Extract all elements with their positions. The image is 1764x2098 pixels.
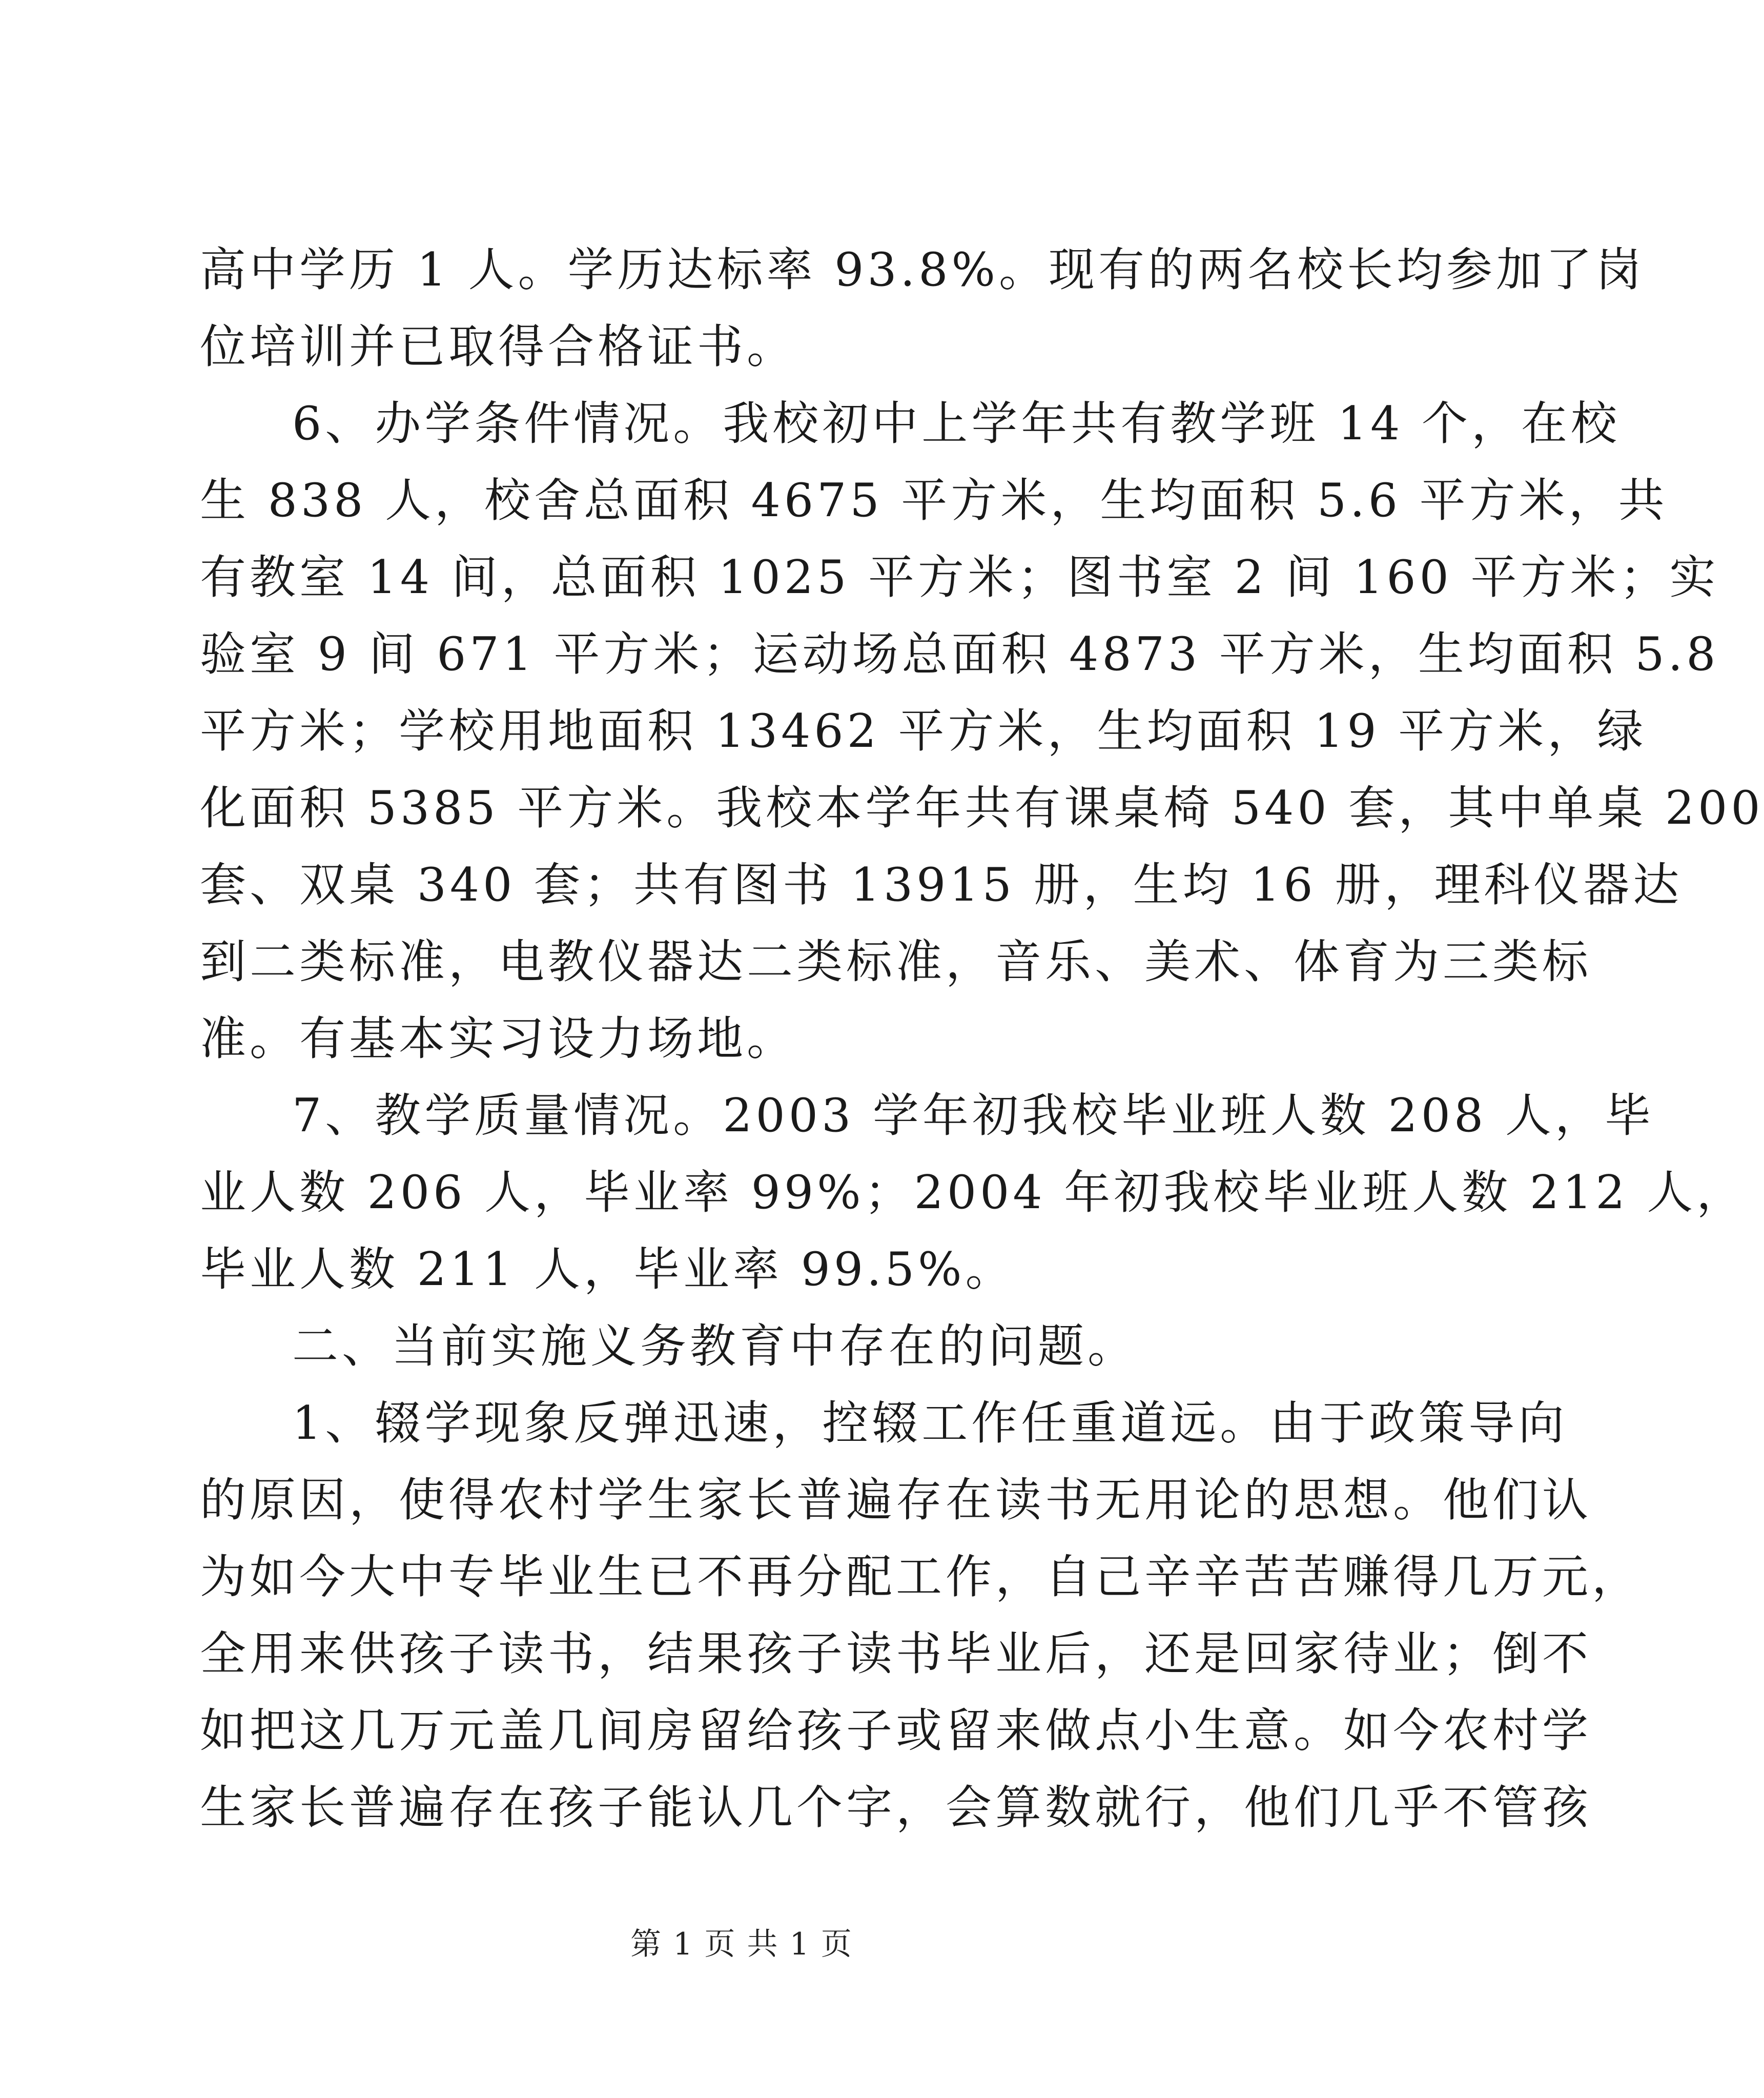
text-line-19: 全用来供孩子读书，结果孩子读书毕业后，还是回家待业；倒不 [200, 1627, 1592, 1681]
text-line-9: 套、双桌 340 套；共有图书 13915 册，生均 16 册，理科仪器达 [200, 858, 1683, 912]
text-line-1: 高中学历 1 人。学历达标率 93.8%。现有的两名校长均参加了岗 [200, 243, 1645, 297]
text-line-7: 平方米；学校用地面积 13462 平方米，生均面积 19 平方米，绿 [200, 704, 1647, 758]
text-line-12: 7、教学质量情况。2003 学年初我校毕业班人数 208 人，毕 [292, 1089, 1654, 1143]
text-line-3: 6、办学条件情况。我校初中上学年共有教学班 14 个，在校 [292, 397, 1621, 451]
text-line-10: 到二类标准，电教仪器达二类标准，音乐、美术、体育为三类标 [200, 935, 1592, 989]
text-line-21: 生家长普遍存在孩子能认几个字，会算数就行，他们几乎不管孩 [200, 1781, 1592, 1835]
text-line-4: 生 838 人，校舍总面积 4675 平方米，生均面积 5.6 平方米，共 [200, 474, 1668, 527]
text-line-14: 毕业人数 211 人，毕业率 99.5%。 [200, 1242, 1015, 1296]
text-line-13: 业人数 206 人，毕业率 99%；2004 年初我校毕业班人数 212 人， [200, 1166, 1747, 1219]
text-line-16: 1、辍学现象反弹迅速，控辍工作任重道远。由于政策导向 [292, 1396, 1568, 1450]
text-line-17: 的原因，使得农村学生家长普遍存在读书无用论的思想。他们认 [200, 1473, 1592, 1527]
text-line-2: 位培训并已取得合格证书。 [200, 320, 796, 374]
section-heading: 二、当前实施义务教育中存在的问题。 [292, 1319, 1137, 1373]
text-line-8: 化面积 5385 平方米。我校本学年共有课桌椅 540 套，其中单桌 200 [200, 781, 1764, 835]
text-line-20: 如把这几万元盖几间房留给孩子或留来做点小生意。如今农村学 [200, 1704, 1592, 1758]
text-line-6: 验室 9 间 671 平方米；运动场总面积 4873 平方米，生均面积 5.8 [200, 627, 1719, 681]
document-body [200, 232, 1764, 1846]
text-line-11: 准。有基本实习设力场地。 [200, 1012, 796, 1066]
text-line-5: 有教室 14 间，总面积 1025 平方米；图书室 2 间 160 平方米；实 [200, 551, 1719, 604]
text-line-18: 为如今大中专毕业生已不再分配工作，自己辛辛苦苦赚得几万元， [200, 1550, 1642, 1604]
page-footer: 第 1 页 共 1 页 [630, 1926, 853, 1962]
